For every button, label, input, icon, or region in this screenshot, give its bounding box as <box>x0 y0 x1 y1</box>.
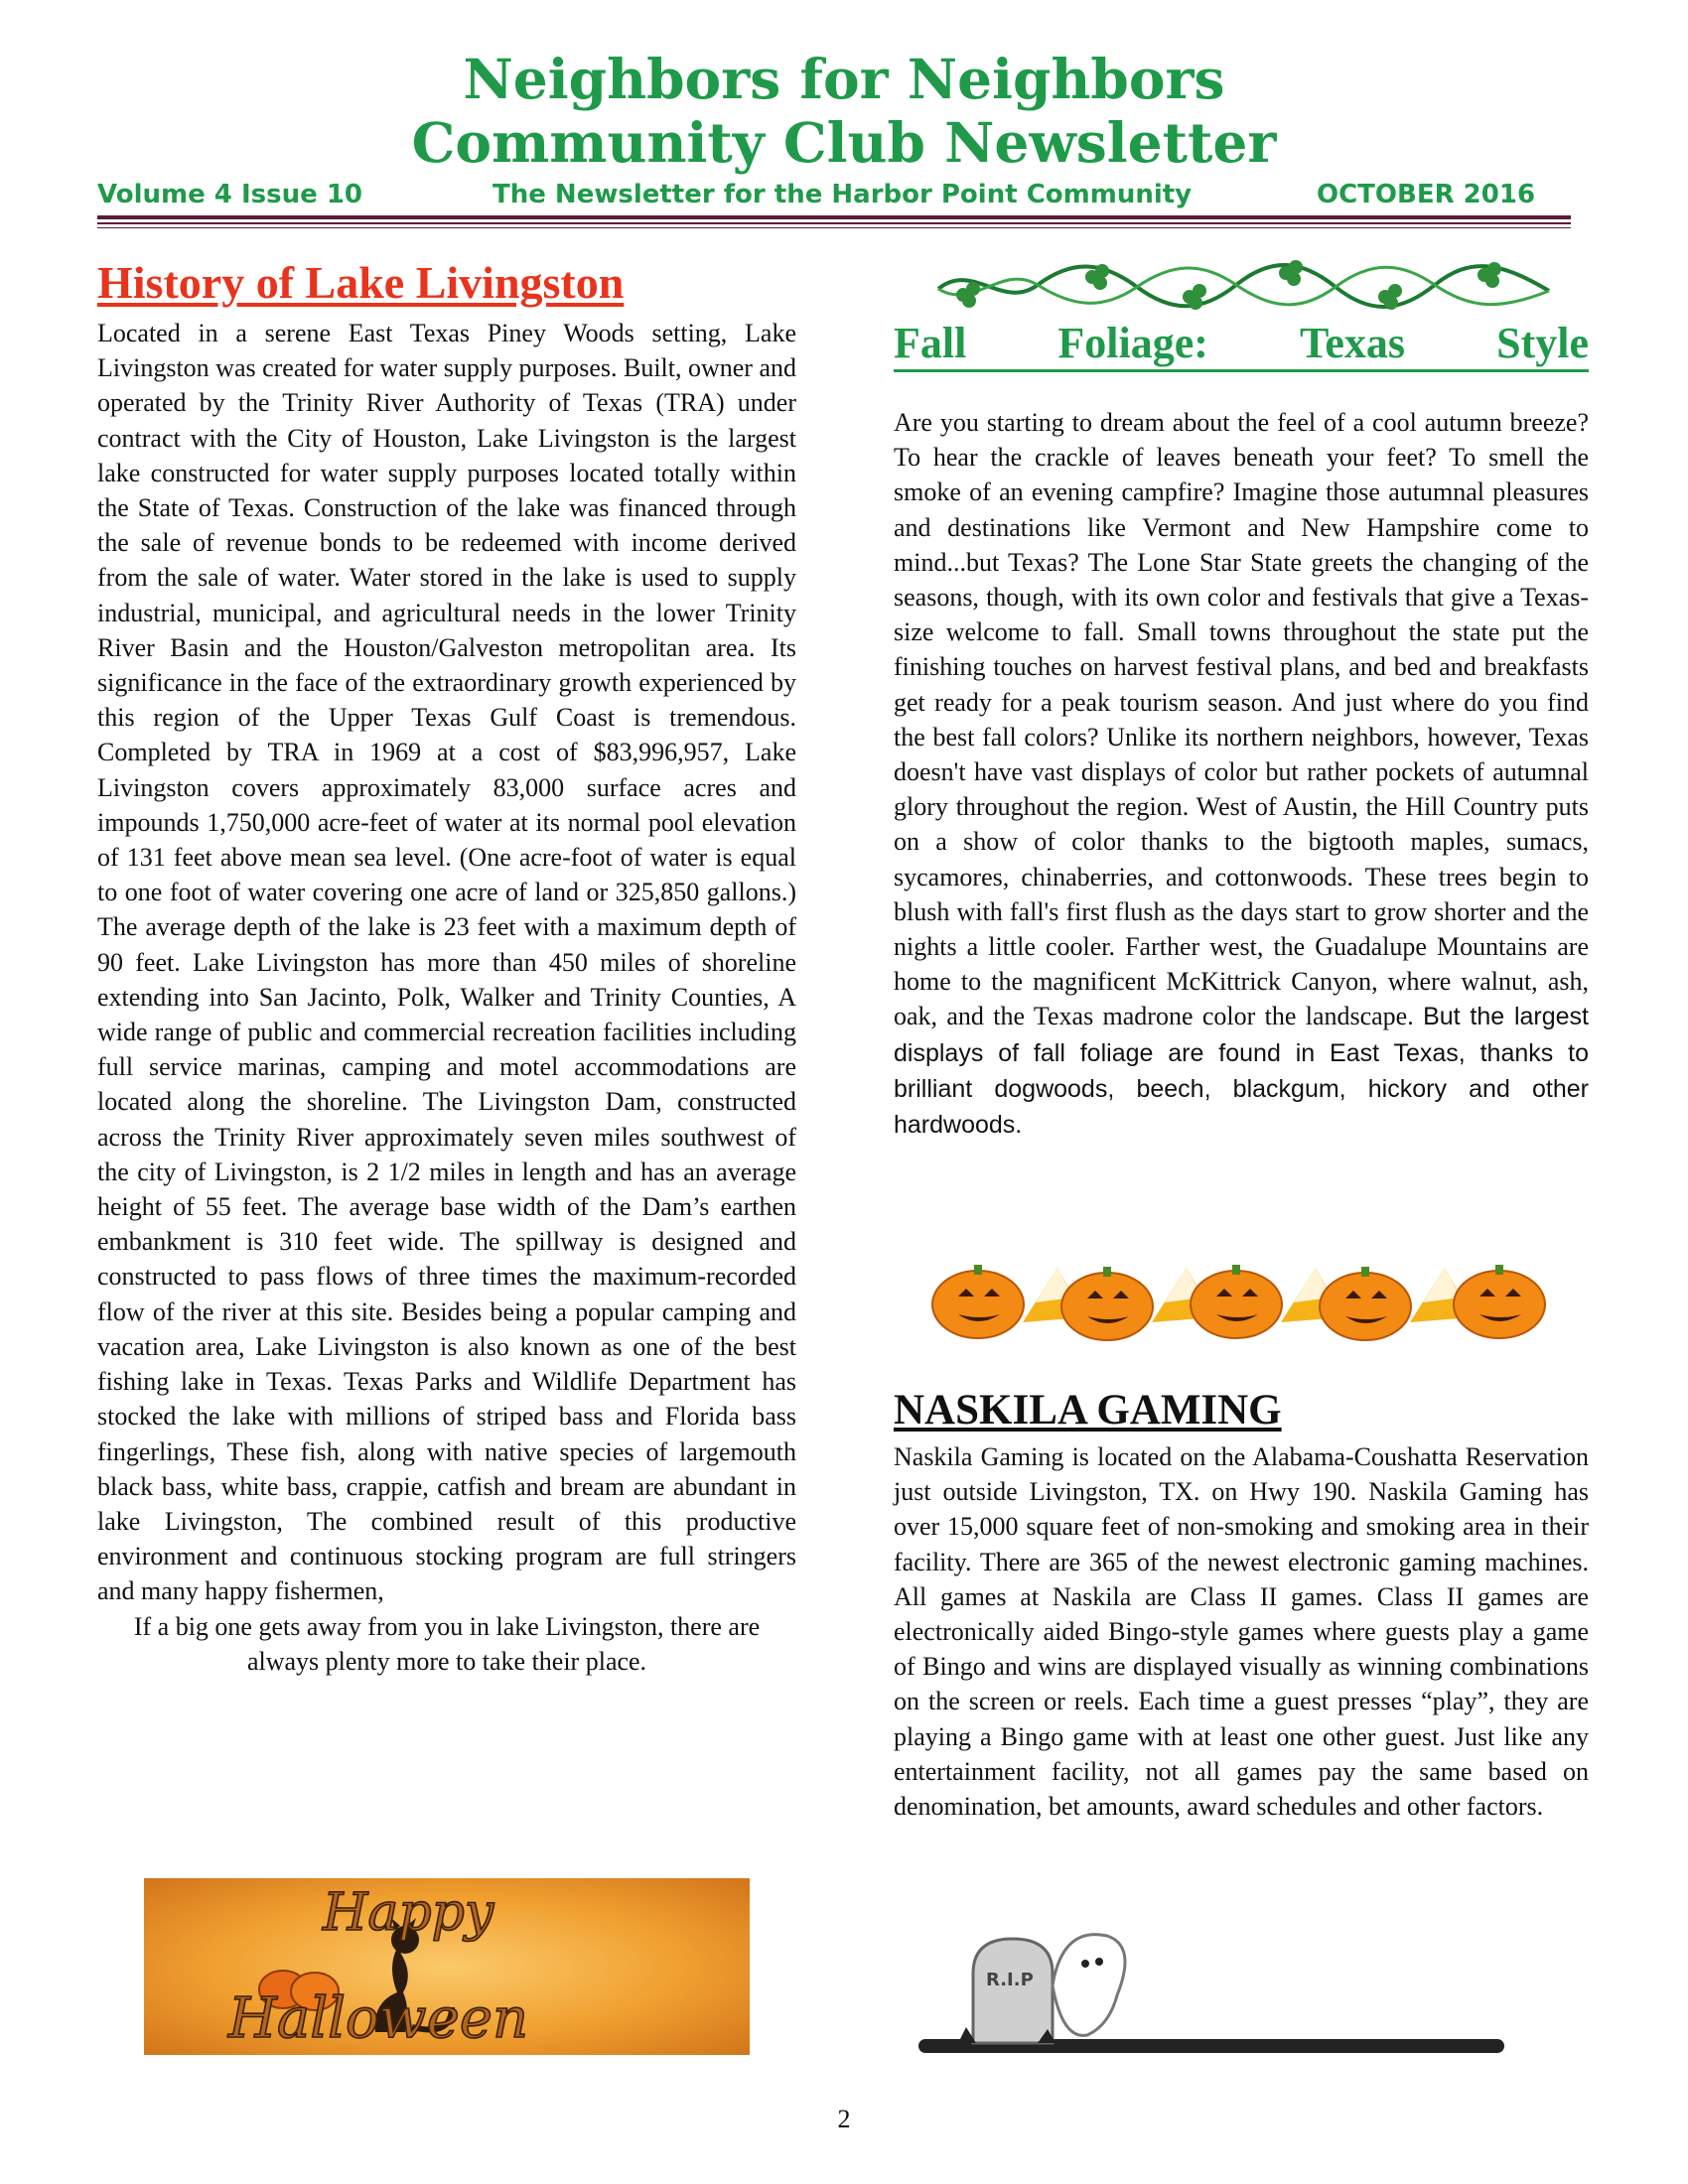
fall-heading-word: Texas <box>1300 319 1405 367</box>
halloween-word-halloween: Halloween <box>228 1986 529 2051</box>
fall-foliage-body: Are you starting to dream about the feel of a cool autumn breeze? To hear the crackle of leaves beneath your feet? To smell the smoke of an evening campfire? Imagine those autumnal pleasures and destinations like Vermont and New Hampshire come to mind...but Texas? The Lone Star State greets the changing of the seasons, though, with its own color and festivals that give a Texas-size welcome to fall. Small towns throughout the state put the finishing touches on harvest festival plans, and bed and breakfasts get ready for a peak tourism season. And just where do you find the best fall colors? Unlike its northern neighbors, however, Texas doesn't have vast displays of color but rather pockets of autumnal glory throughout the region. West of Austin, the Hill Country puts on a show of color thanks to the bigtooth maples, sumacs, sycamores, chinaberries, and cottonwoods. These trees begin to blush with fall's first flush as the days start to grow shorter and the nights a little cooler. Farther west, the Guadalupe Mountains are home to the magnificent McKittrick Canyon, where walnut, ash, oak, and the Texas madrone color the landscape. <box>894 408 1589 1031</box>
history-heading: History of Lake Livingston <box>97 257 625 308</box>
naskila-heading: NASKILA GAMING <box>894 1387 1282 1433</box>
masthead-rule <box>97 215 1571 219</box>
fall-foliage-body-east-texas: But the largest displays of fall foliage are found in East Texas, thanks to brilliant dogwoods, beech, blackgum, hickory and other hardwoods. <box>894 1003 1589 1140</box>
masthead-title-line1: Neighbors for Neighbors <box>463 47 1225 111</box>
happy-halloween-image <box>144 1878 750 2055</box>
masthead-title-line2: Community Club Newsletter <box>411 110 1277 175</box>
issue-label: Issue 10 <box>241 180 363 209</box>
rip-ghost-image <box>918 1916 1514 2065</box>
history-article <box>97 316 796 1679</box>
fall-foliage-article <box>894 405 1589 1143</box>
clover-vine-divider <box>933 251 1554 319</box>
masthead-subtitle-bar <box>97 176 1567 215</box>
volume-label: Volume 4 <box>97 180 232 209</box>
fall-heading-word: Foliage: <box>1057 319 1208 367</box>
fall-heading-word: Style <box>1496 319 1589 367</box>
page-number: 2 <box>837 2105 851 2133</box>
halloween-word-happy: Happy <box>323 1883 494 1943</box>
naskila-article <box>894 1439 1589 1824</box>
history-closing: If a big one gets away from you in lake Livingston, there are always plenty more to take their place. <box>133 1611 761 1676</box>
rip-tombstone-text: R.I.P <box>986 1970 1034 1990</box>
tagline: The Newsletter for the Harbor Point Community <box>492 180 1193 209</box>
fall-heading-word: Fall <box>894 319 967 367</box>
issue-date: OCTOBER 2016 <box>1317 180 1536 209</box>
naskila-body: Naskila Gaming is located on the Alabama-Coushatta Reservation just outside Livingston, TX. on Hwy 190. Naskila Gaming has over 15,000 square feet of non-smoking and smoking area in their facility. There are 365 of the newest electronic gaming machines. All games at Naskila are Class II games. Class II games are electronically aided Bingo-style games where guests play a game of Bingo and wins are displayed visually as winning combinations on the screen or reels. Each time a guest presses “play”, they are playing a Bingo game with at least one other guest. Just like any entertainment facility, not all games pay the same based on denomination, bet amounts, award schedules and other factors. <box>894 1442 1589 1822</box>
history-body: Located in a serene East Texas Piney Woods setting, Lake Livingston was created for water supply purposes. Built, owner and operated by the Trinity River Authority of Texas (TRA) under contract with the City of Houston, Lake Livingston is the largest lake constructed for water supply purposes located totally within the State of Texas. Construction of the lake was financed through the sale of revenue bonds to be redeemed with income derived from the sale of water. Water stored in the lake is used to supply industrial, municipal, and agricultural needs in the lower Trinity River Basin and the Houston/Galveston metropolitan area. Its significance in the face of the extraordinary growth experienced by this region of the Upper Texas Gulf Coast is tremendous. Completed by TRA in 1969 at a cost of $83,996,957, Lake Livingston covers approximately 83,000 surface acres and impounds 1,750,000 acre-feet of water at its normal pool elevation of 131 feet above mean sea level. (One acre-foot of water is equal to one foot of water covering one acre of land or 325,850 gallons.) The average depth of the lake is 23 feet with a maximum depth of 90 feet. Lake Livingston has more than 450 miles of shoreline extending into San Jacinto, Polk, Walker and Trinity Counties, A wide range of public and commercial recreation facilities including full service marinas, camping and motel accommodations are located along the shoreline. The Livingston Dam, constructed across the Trinity River approximately seven miles southwest of the city of Livingston, is 2 1/2 miles in length and has an average height of 55 feet. The average base width of the Dam’s earthen embankment is 310 feet wide. The spillway is designed and constructed to pass flows of three times the maximum-recorded flow of the river at this site. Besides being a popular camping and vacation area, Lake Livingston is also known as one of the best fishing lake in Texas. Texas Parks and Wildlife Department has stocked the lake with millions of striped bass and Florida bass fingerlings, These fish, along with native species of largemouth black bass, white bass, crappie, catfish and bream are abundant in lake Livingston, The combined result of this productive environment and continuous stocking program are full stringers and many happy fishermen, <box>97 319 797 1606</box>
pumpkins-candy-corn-border <box>928 1253 1554 1348</box>
masthead-rule <box>97 227 1571 228</box>
masthead-rule <box>97 222 1571 224</box>
masthead <box>89 48 1599 175</box>
fall-foliage-heading <box>894 320 1589 372</box>
